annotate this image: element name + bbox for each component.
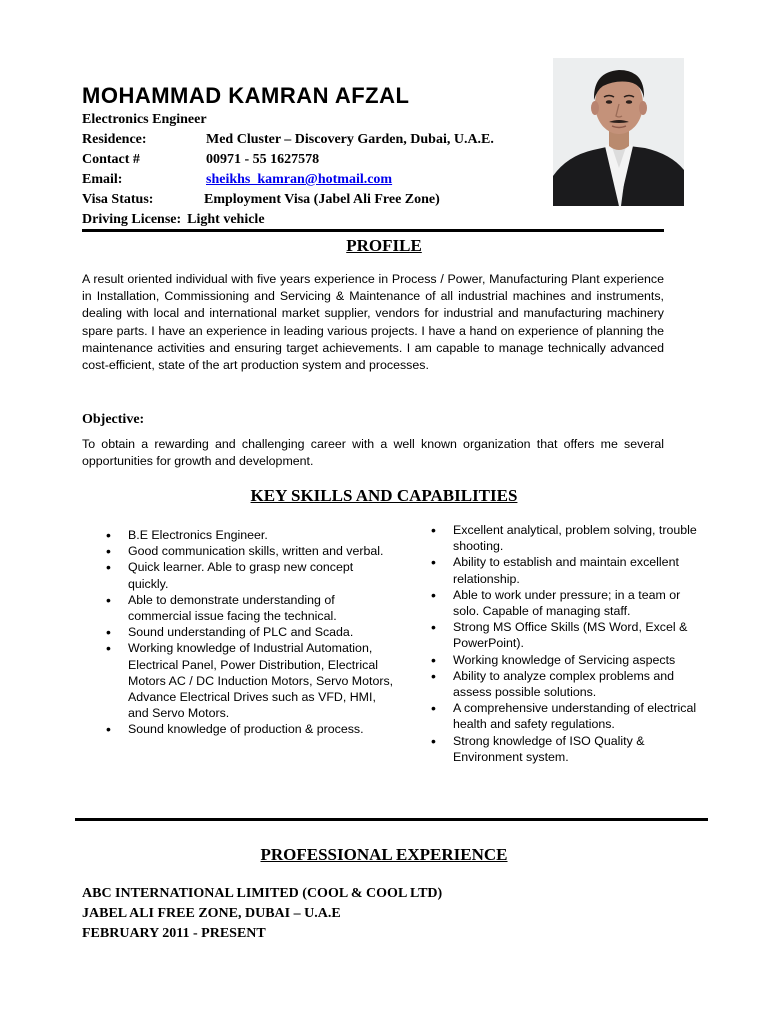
portrait-image: [553, 58, 684, 206]
skill-item: • Quick learner. Able to grasp new concept quickly.: [104, 559, 394, 591]
section-divider: [75, 818, 708, 821]
skills-heading: KEY SKILLS AND CAPABILITIES: [250, 486, 518, 505]
license-row: [82, 210, 552, 230]
skill-item: • Able to demonstrate understanding of commercial issue facing the technical.: [104, 592, 394, 624]
skill-item: • Excellent analytical, problem solving, trouble shooting.: [429, 522, 707, 554]
profile-photo: [553, 58, 684, 206]
license-value: Light vehicle: [187, 212, 265, 227]
email-link[interactable]: sheikhs_kamran@hotmail.com: [206, 172, 393, 187]
experience-heading: PROFESSIONAL EXPERIENCE: [260, 845, 508, 864]
skill-item: • Sound knowledge of production & process.: [104, 721, 394, 737]
email-label: Email:: [82, 172, 123, 187]
skill-item: • A comprehensive understanding of electrical health and safety regulations.: [429, 700, 707, 732]
contact-label: Contact #: [82, 152, 140, 167]
contact-row: [82, 150, 552, 170]
skill-item: • Good communication skills, written and verbal.: [104, 543, 394, 559]
skill-item: • Ability to analyze complex problems and assess possible solutions.: [429, 668, 707, 700]
license-label: Driving License:: [82, 212, 182, 227]
skills-list-left: [104, 527, 394, 738]
residence-label: Residence:: [82, 132, 147, 147]
skill-item: • Working knowledge of Industrial Automation, Electrical Panel, Power Distribution, Electrical Motors AC / DC Induction Motors, Servo Motors, Advance Electrical Drives such as VFD, HMI, and Servo Motors.: [104, 640, 394, 721]
skill-item: • Ability to establish and maintain excellent relationship.: [429, 554, 707, 586]
skill-item: • Working knowledge of Servicing aspects: [429, 652, 707, 668]
contact-value: 00971 - 55 1627578: [206, 152, 320, 167]
skill-item: • Able to work under pressure; in a team or solo. Capable of managing staff.: [429, 587, 707, 619]
experience-entry: [82, 884, 442, 944]
job-title: Electronics Engineer: [82, 112, 207, 127]
residence-value: Med Cluster – Discovery Garden, Dubai, U.A.E.: [206, 132, 494, 147]
objective-text: To obtain a rewarding and challenging career with a well known organization that offers me several opportunities for growth and development.: [82, 437, 664, 469]
visa-label: Visa Status:: [82, 192, 154, 207]
profile-heading: PROFILE: [346, 236, 422, 255]
company-name: ABC INTERNATIONAL LIMITED (COOL & COOL LTD): [82, 886, 443, 901]
skill-item: • Sound understanding of PLC and Scada.: [104, 624, 394, 640]
company-location: JABEL ALI FREE ZONE, DUBAI – U.A.E: [82, 906, 341, 921]
candidate-name: MOHAMMAD KAMRAN AFZAL: [82, 83, 410, 108]
skill-item: • Strong MS Office Skills (MS Word, Excel & PowerPoint).: [429, 619, 707, 651]
employment-period: FEBRUARY 2011 - PRESENT: [82, 926, 266, 941]
residence-row: [82, 130, 552, 150]
skill-item: • Strong knowledge of ISO Quality & Environment system.: [429, 733, 707, 765]
profile-text: A result oriented individual with five years experience in Process / Power, Manufacturing Plant experience in Installation, Commissioning and Servicing & Maintenance of all industrial machines and instruments, dealing with local and international market supplier, vendors for industrial and manufacturing machinery spare parts. I have an experience in leading various projects. I have a hand on experience of planning the maintenance activities and ensuring target achievements. I am capable to manage technically advanced cost-efficient, state of the art production system and processes.: [82, 272, 664, 373]
objective-label: Objective:: [82, 412, 145, 427]
contact-info: [82, 110, 552, 230]
header-divider: [82, 229, 664, 232]
email-row: [82, 170, 552, 190]
visa-value: Employment Visa (Jabel Ali Free Zone): [204, 192, 440, 207]
skills-list-right: [429, 522, 707, 765]
visa-row: [82, 190, 552, 210]
skill-item: • B.E Electronics Engineer.: [104, 527, 394, 543]
